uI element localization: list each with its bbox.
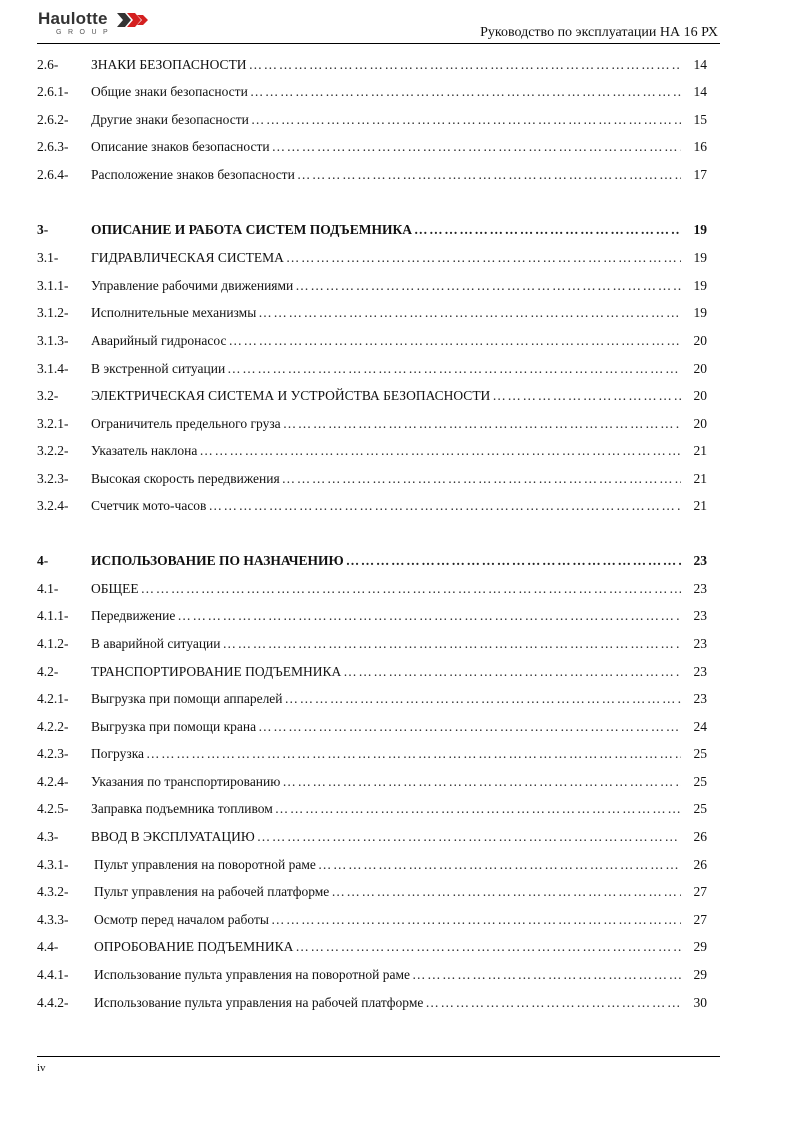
toc-entry[interactable] [37,856,707,874]
logo-wordmark: Haulotte [38,9,108,28]
toc-dot-leader [492,387,681,405]
toc-dot-leader [251,111,681,129]
toc-entry-page: 20 [693,388,707,403]
toc-entry-number: 4.3- [37,829,59,844]
toc-entry-page: 20 [693,333,707,348]
toc-entry-page: 30 [693,995,707,1010]
toc-entry-title: Выгрузка при помощи аппарелей [91,691,283,706]
toc-entry[interactable] [37,221,707,239]
toc-entry[interactable] [37,773,707,791]
toc-entry-title: ИСПОЛЬЗОВАНИЕ ПО НАЗНАЧЕНИЮ [91,553,344,568]
toc-entry-page: 24 [693,719,707,734]
toc-entry-number: 3.2.1- [37,416,69,431]
toc-entry-title: ТРАНСПОРТИРОВАНИЕ ПОДЪЕМНИКА [91,664,342,679]
toc-entry[interactable] [37,415,707,433]
toc-entry-number: 4.2.1- [37,691,69,706]
toc-dot-leader [272,138,681,156]
toc-entry-number: 4.2.3- [37,746,69,761]
toc-entry-title: Расположение знаков безопасности [91,167,295,182]
toc-entry-title: ВВОД В ЭКСПЛУАТАЦИЮ [91,829,255,844]
toc-entry-page: 23 [693,553,707,568]
toc-entry[interactable] [37,938,707,956]
toc-entry[interactable] [37,552,707,570]
toc-entry-page: 29 [693,939,707,954]
toc-entry[interactable] [37,635,707,653]
toc-entry[interactable] [37,332,707,350]
toc-entry-title: Пульт управления на поворотной раме [94,857,316,872]
toc-entry-title: ОБЩЕЕ [91,581,139,596]
toc-entry-title: Выгрузка при помощи крана [91,719,257,734]
toc-entry-number: 2.6.1- [37,84,69,99]
toc-entry-number: 4.3.1- [37,857,69,872]
page-number: iv [37,1062,46,1074]
toc-entry-number: 4.2.2- [37,719,69,734]
toc-dot-leader [250,83,681,101]
toc-entry[interactable] [37,277,707,295]
toc-entry[interactable] [37,580,707,598]
toc-dot-leader [283,415,681,433]
toc-entry-title: Заправка подъемника топливом [91,801,273,816]
toc-entry-number: 4.1- [37,581,59,596]
toc-entry-number: 3.2- [37,388,59,403]
toc-dot-leader [141,580,681,598]
toc-dot-leader [414,221,681,239]
toc-entry-number: 2.6.2- [37,112,69,127]
footer-rule [37,1056,720,1057]
toc-entry-page: 20 [693,361,707,376]
toc-entry-page: 26 [693,857,707,872]
toc-dot-leader [286,249,681,267]
toc-dot-leader [208,497,681,515]
toc-entry-number: 3.1.2- [37,305,69,320]
toc-dot-leader [199,442,681,460]
toc-entry[interactable] [37,911,707,929]
toc-entry-number: 3.1.1- [37,278,69,293]
toc-entry-number: 2.6- [37,57,59,72]
toc-entry-title: ГИДРАВЛИЧЕСКАЯ СИСТЕМА [91,250,284,265]
toc-entry[interactable] [37,745,707,763]
toc-entry-title: В аварийной ситуации [91,636,221,651]
toc-dot-leader [257,828,681,846]
toc-entry-title: Указатель наклона [91,443,198,458]
toc-dot-leader [285,690,681,708]
toc-entry[interactable] [37,470,707,488]
toc-entry-page: 14 [693,57,707,72]
toc-entry-number: 4.1.1- [37,608,69,623]
toc-entry-page: 19 [693,305,707,320]
toc-dot-leader [297,166,681,184]
toc-entry-page: 21 [693,471,707,486]
toc-entry-page: 17 [693,167,707,182]
toc-entry-title: Погрузка [91,746,145,761]
toc-entry-page: 14 [693,84,707,99]
toc-entry-title: Пульт управления на рабочей платформе [94,884,330,899]
toc-entry-number: 3.2.2- [37,443,69,458]
toc-entry-title: Управление рабочими движениями [91,278,294,293]
toc-entry-page: 25 [693,774,707,789]
toc-entry-number: 4.3.2- [37,884,69,899]
toc-entry-number: 4- [37,553,49,568]
toc-entry[interactable] [37,304,707,322]
toc-dot-leader [295,938,681,956]
toc-entry[interactable] [37,111,707,129]
toc-entry-title: Другие знаки безопасности [91,112,249,127]
logo-subtitle: GROUP [56,29,115,36]
toc-entry-title: В экстренной ситуации [91,361,226,376]
toc-entry-title: Счетчик мото-часов [91,498,207,513]
toc-dot-leader [177,607,681,625]
toc-entry-page: 25 [693,801,707,816]
toc-entry-number: 4.4- [37,939,59,954]
toc-entry[interactable] [37,138,707,156]
toc-entry-title: Исполнительные механизмы [91,305,257,320]
toc-dot-leader [425,994,681,1012]
toc-entry[interactable] [37,249,707,267]
toc-entry[interactable] [37,966,707,984]
toc-entry-page: 26 [693,829,707,844]
toc-entry-page: 19 [693,222,707,237]
toc-dot-leader [282,773,681,791]
toc-dot-leader [271,911,681,929]
toc-entry-page: 23 [693,581,707,596]
toc-entry[interactable] [37,800,707,818]
toc-entry-number: 2.6.3- [37,139,69,154]
toc-entry[interactable] [37,166,707,184]
toc-entry-page: 29 [693,967,707,982]
toc-entry-title: Описание знаков безопасности [91,139,270,154]
toc-entry-title: ОПРОБОВАНИЕ ПОДЪЕМНИКА [94,939,294,954]
toc-entry[interactable] [37,442,707,460]
toc-dot-leader [346,552,681,570]
toc-entry-title: Использование пульта управления на поворотной раме [94,967,410,982]
toc-entry-number: 3.1.3- [37,333,69,348]
toc-entry-page: 23 [693,636,707,651]
toc-entry[interactable] [37,663,707,681]
toc-entry-page: 25 [693,746,707,761]
toc-dot-leader [295,277,681,295]
toc-dot-leader [318,856,681,874]
toc-entry-title: Указания по транспортированию [91,774,281,789]
toc-entry[interactable] [37,883,707,901]
toc-entry-title: Осмотр перед началом работы [94,912,269,927]
toc-entry[interactable] [37,83,707,101]
toc-entry-page: 20 [693,416,707,431]
toc-dot-leader [258,304,681,322]
toc-entry-title: Аварийный гидронасос [91,333,227,348]
toc-entry-page: 27 [693,884,707,899]
toc-entry-number: 4.4.2- [37,995,69,1010]
toc-entry-page: 23 [693,608,707,623]
toc-entry-page: 23 [693,691,707,706]
toc-entry-title: ЭЛЕКТРИЧЕСКАЯ СИСТЕМА И УСТРОЙСТВА БЕЗОПАСНОСТИ [91,388,491,403]
toc-entry[interactable] [37,497,707,515]
toc-entry-title: Передвижение [91,608,176,623]
toc-entry-number: 3.1.4- [37,361,69,376]
toc-entry-title: ОПИСАНИЕ И РАБОТА СИСТЕМ ПОДЪЕМНИКА [91,222,413,237]
toc-dot-leader [249,56,681,74]
toc-entry-title: Высокая скорость передвижения [91,471,280,486]
toc-entry-page: 16 [693,139,707,154]
toc-entry-page: 21 [693,443,707,458]
toc-dot-leader [331,883,681,901]
toc-entry-number: 4.1.2- [37,636,69,651]
toc-entry-number: 4.2- [37,664,59,679]
toc-dot-leader [275,800,681,818]
toc-entry[interactable] [37,387,707,405]
toc-dot-leader [282,470,681,488]
toc-entry-number: 4.3.3- [37,912,69,927]
toc-entry[interactable] [37,690,707,708]
toc-entry-number: 3.2.4- [37,498,69,513]
toc-dot-leader [412,966,681,984]
toc-entry[interactable] [37,718,707,736]
toc-entry-number: 4.2.4- [37,774,69,789]
toc-entry-number: 3.2.3- [37,471,69,486]
toc-entry-title: Использование пульта управления на рабочей платформе [94,995,424,1010]
toc-entry-page: 23 [693,664,707,679]
toc-entry-number: 2.6.4- [37,167,69,182]
toc-dot-leader [343,663,681,681]
toc-entry-page: 19 [693,278,707,293]
toc-dot-leader [258,718,681,736]
toc-entry-page: 27 [693,912,707,927]
toc-entry-number: 4.2.5- [37,801,69,816]
toc-entry-number: 3.1- [37,250,59,265]
toc-entry-page: 19 [693,250,707,265]
toc-entry-title: ЗНАКИ БЕЗОПАСНОСТИ [91,57,247,72]
toc-entry-number: 4.4.1- [37,967,69,982]
toc-entry-title: Ограничитель предельного груза [91,416,281,431]
header-rule [37,43,720,44]
toc-entry[interactable] [37,56,707,74]
toc-entry-number: 3- [37,222,49,237]
toc-entry[interactable] [37,828,707,846]
toc-entry-title: Общие знаки безопасности [91,84,248,99]
toc-dot-leader [223,635,681,653]
toc-entry[interactable] [37,607,707,625]
toc-entry[interactable] [37,994,707,1012]
toc-dot-leader [146,745,681,763]
toc-dot-leader [228,332,681,350]
logo-chevron-icon [117,11,153,29]
toc-entry-page: 15 [693,112,707,127]
toc-dot-leader [227,360,681,378]
haulotte-logo [38,10,158,44]
toc-entry[interactable] [37,360,707,378]
document-title: Руководство по эксплуатации НА 16 РХ [480,25,718,40]
toc-entry-page: 21 [693,498,707,513]
